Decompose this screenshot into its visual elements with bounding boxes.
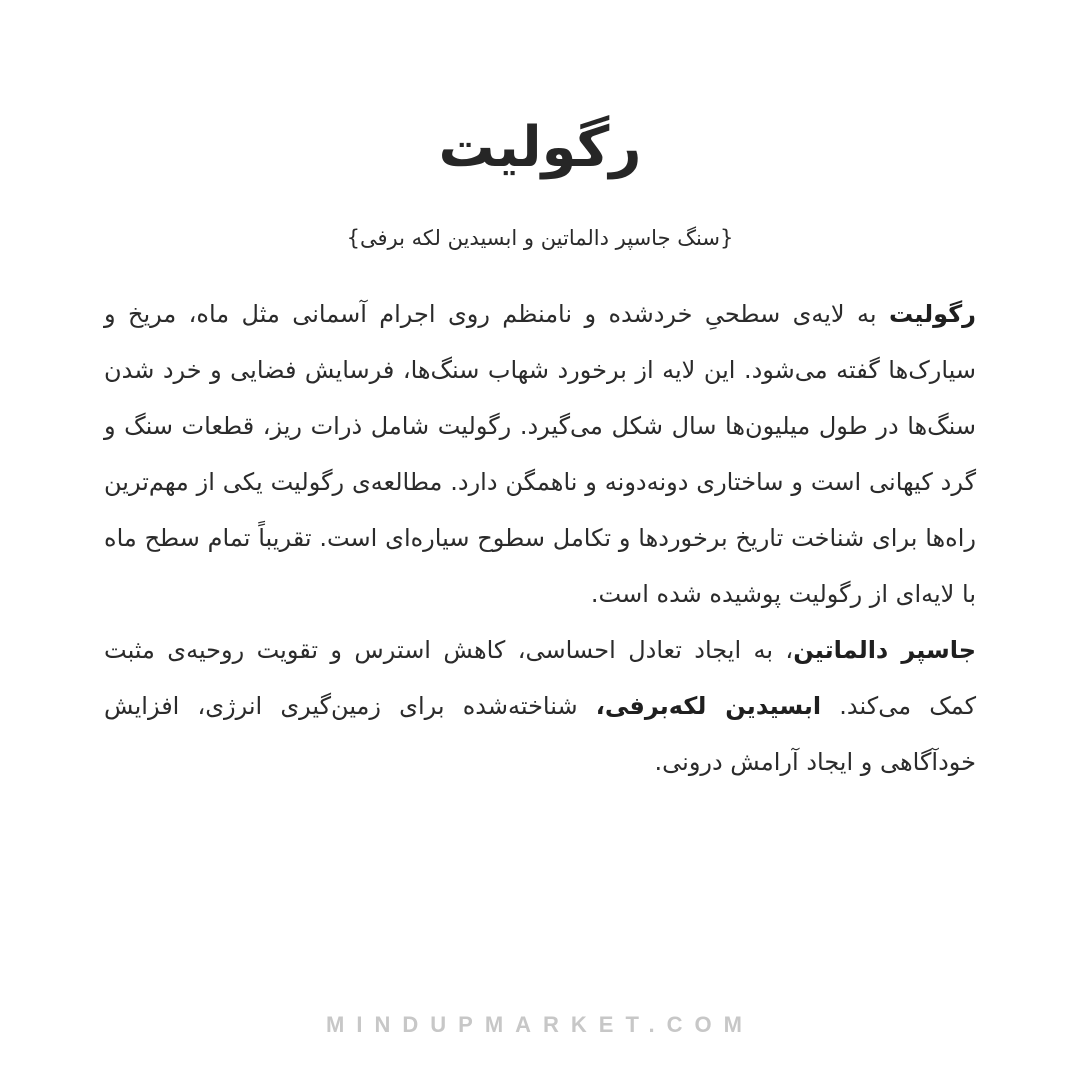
article-body [104, 286, 976, 790]
paragraph-regolith-text: به لایه‌ی سطحیِ خردشده و نامنظم روی اجرام آسمانی مثل ماه، مریخ و سیارک‌ها گفته می‌شود. این لایه از برخورد شهاب سنگ‌ها، فرسایش فضایی و خرد شدن سنگ‌ها در طول میلیون‌ها سال شکل می‌گیرد. رگولیت شامل ذرات ریز، قطعات سنگ و گرد کیهانی است و ساختاری دونه‌دونه و ناهمگن دارد. مطالعه‌ی رگولیت یکی از مهم‌ترین راه‌ها برای شناخت تاریخ برخوردها و تکامل سطوح سیاره‌ای است. تقریباً تمام سطح ماه با لایه‌ای از رگولیت پوشیده شده است. [104, 300, 976, 608]
bold-term-dalmatian-jasper: جاسپر دالماتین [793, 636, 976, 664]
paragraph-stones [104, 622, 976, 790]
paragraph-regolith [104, 286, 976, 622]
paragraph-stones-text-1: ، به ایجاد تعادل احساسی، کاهش استرس و تقویت روحیه‌ی مثبت کمک می‌کند. [104, 636, 976, 720]
website-footer: MINDUPMARKET.COM [326, 1012, 754, 1037]
bold-term-snowflake-obsidian: ابسیدین لکه‌برفی، [595, 692, 822, 720]
bold-term-regolith: رگولیت [888, 300, 976, 328]
page-subtitle: {سنگ جاسپر دالماتین و ابسیدین لکه برفی} [346, 226, 734, 250]
page-title: رگولیت [438, 115, 642, 180]
paragraph-stones-text-2: شناخته‌شده برای زمین‌گیری انرژی، افزایش خودآگاهی و ایجاد آرامش درونی. [104, 692, 976, 776]
